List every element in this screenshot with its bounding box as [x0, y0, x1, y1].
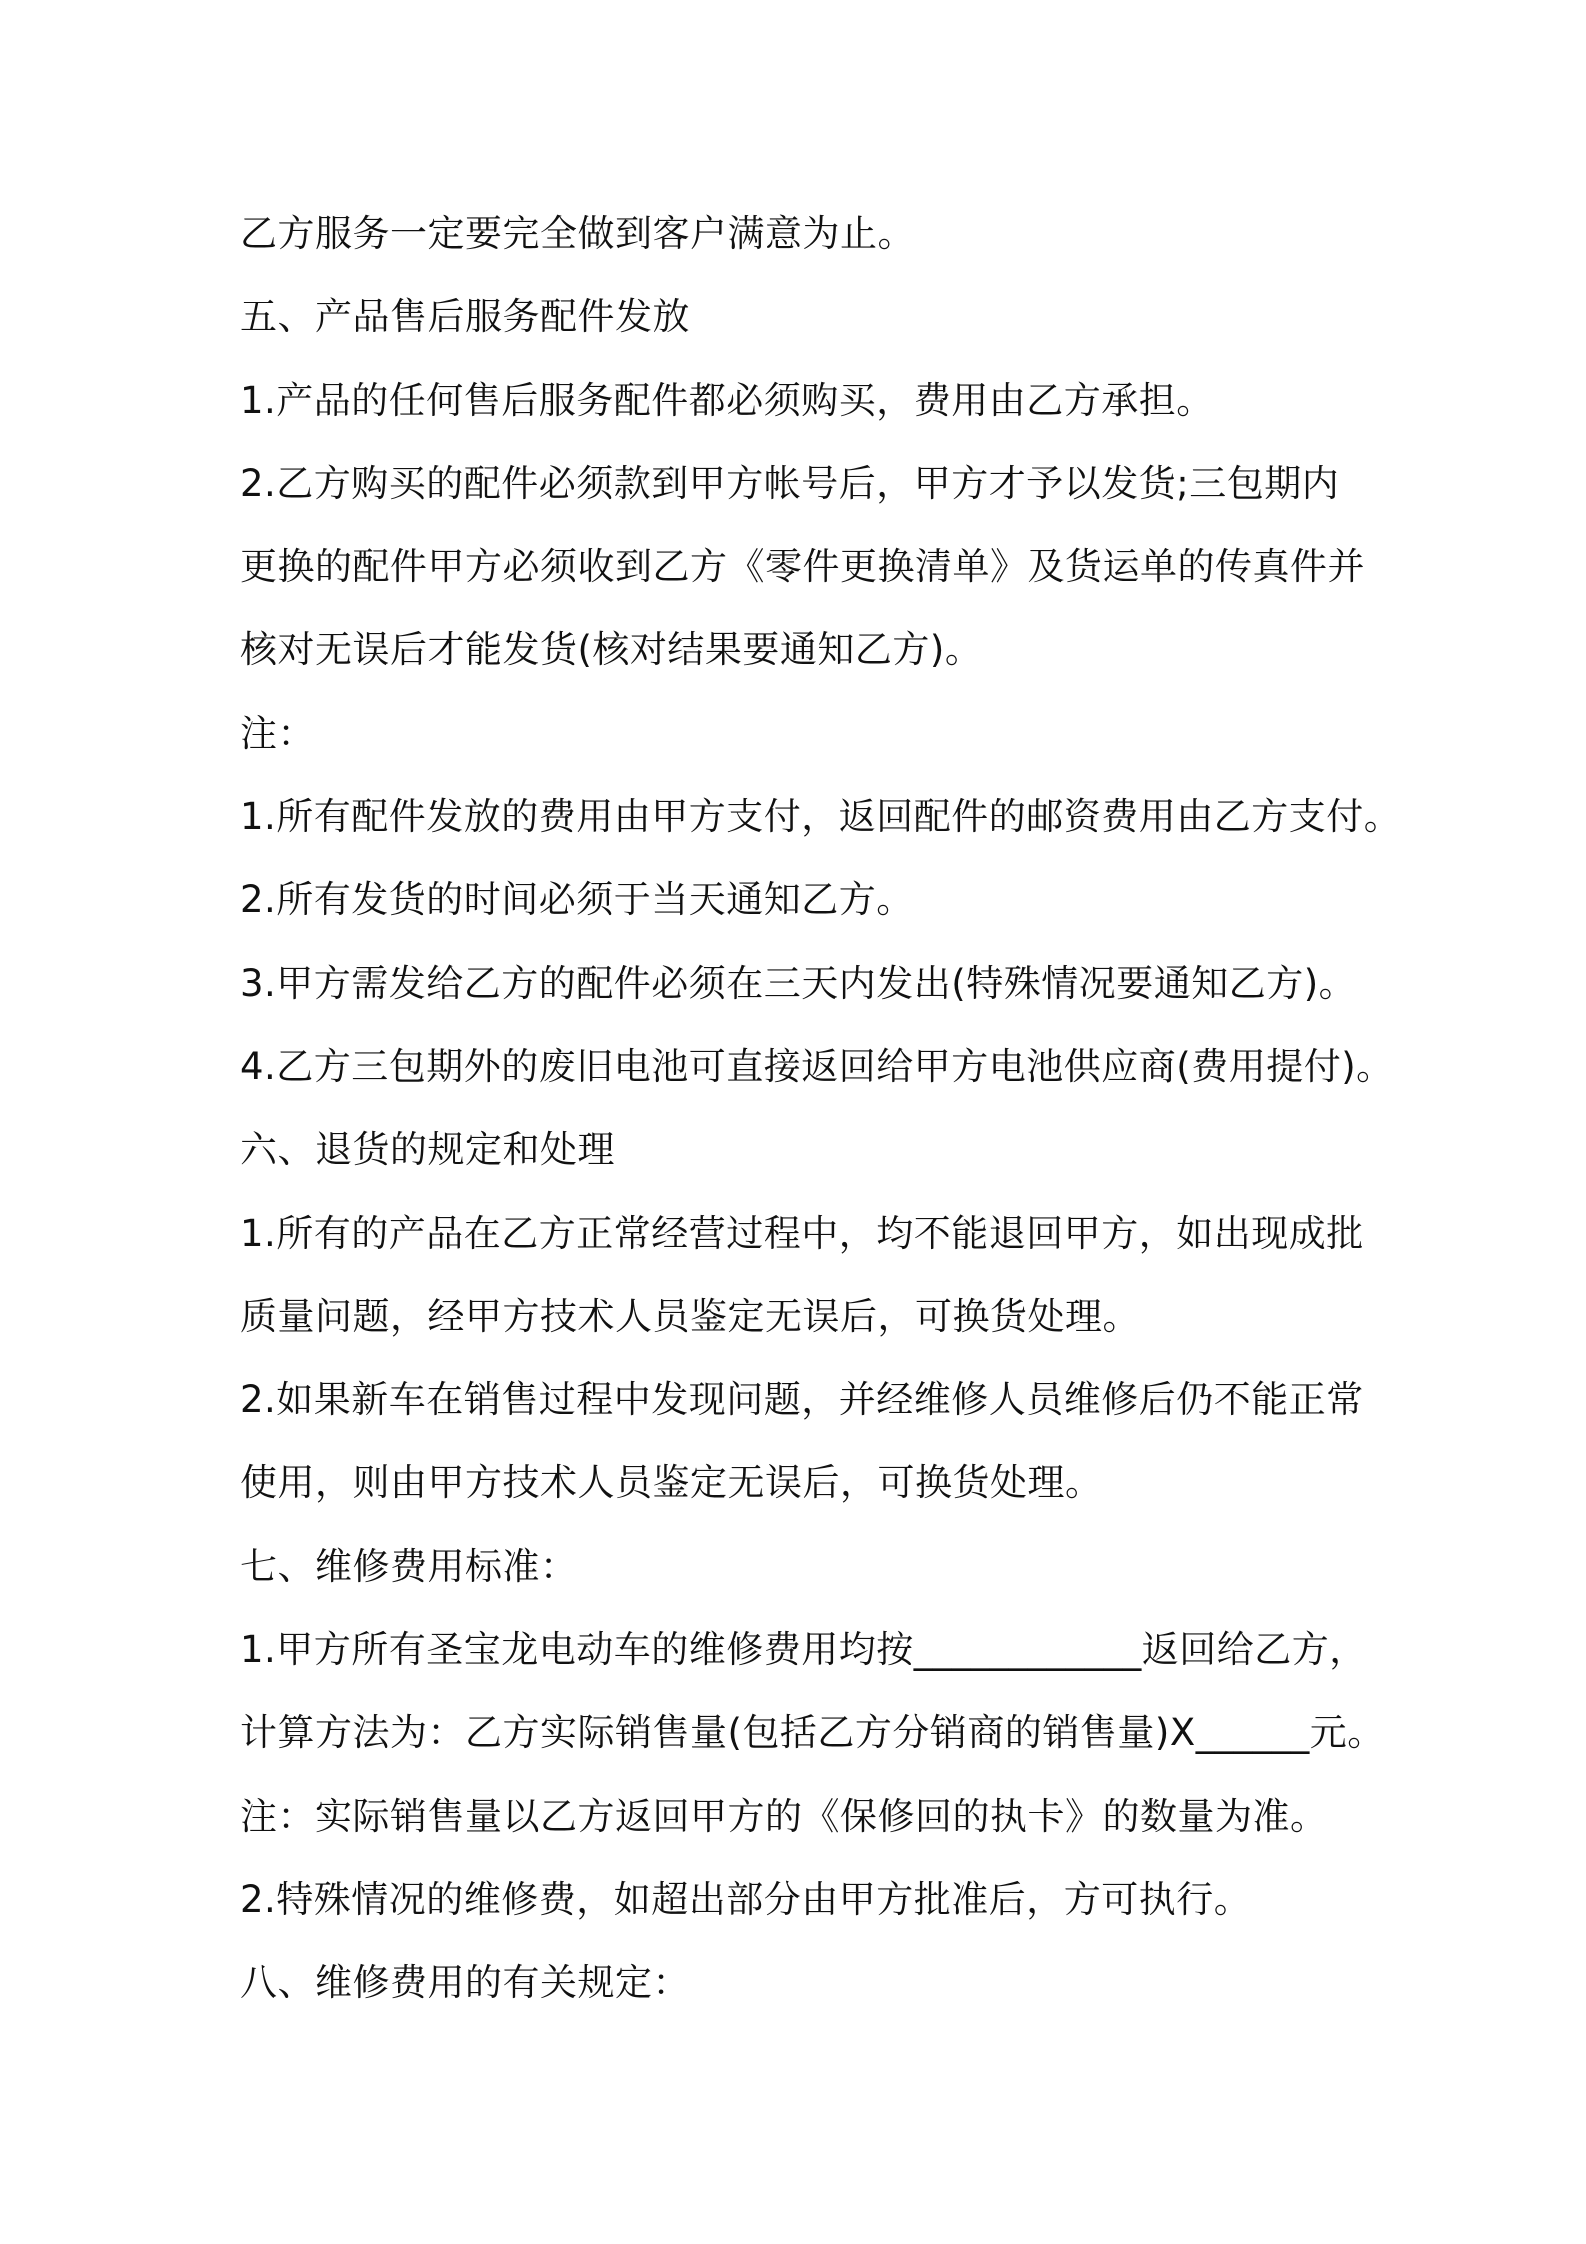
paragraph-line: 2.如果新车在销售过程中发现问题，并经维修人员维修后仍不能正常 [240, 1378, 1364, 1422]
paragraph-line: 使用，则由甲方技术人员鉴定无误后，可换货处理。 [240, 1461, 1103, 1505]
paragraph-line: 2.特殊情况的维修费，如超出部分由甲方批准后，方可执行。 [240, 1877, 1252, 1921]
section-heading: 八、维修费用的有关规定： [240, 1961, 690, 2005]
paragraph-line: 2.乙方购买的配件必须款到甲方帐号后，甲方才予以发货;三包期内 [240, 461, 1340, 505]
paragraph-line: 更换的配件甲方必须收到乙方《零件更换清单》及货运单的传真件并 [240, 545, 1365, 589]
paragraph-line: 1.甲方所有圣宝龙电动车的维修费用均按____________返回给乙方， [240, 1628, 1367, 1672]
section-heading: 七、维修费用标准： [240, 1544, 578, 1588]
note-label: 注： [240, 711, 315, 755]
paragraph-line: 2.所有发货的时间必须于当天通知乙方。 [240, 878, 914, 922]
paragraph-line: 3.甲方需发给乙方的配件必须在三天内发出(特殊情况要通知乙方)。 [240, 961, 1357, 1005]
paragraph-line: 质量问题，经甲方技术人员鉴定无误后，可换货处理。 [240, 1294, 1140, 1338]
section-heading: 六、退货的规定和处理 [240, 1128, 615, 1172]
paragraph-line: 1.所有配件发放的费用由甲方支付，返回配件的邮资费用由乙方支付。 [240, 795, 1402, 839]
paragraph-line: 核对无误后才能发货(核对结果要通知乙方)。 [240, 628, 983, 672]
paragraph-line: 1.所有的产品在乙方正常经营过程中，均不能退回甲方，如出现成批 [240, 1211, 1364, 1255]
section-heading: 五、产品售后服务配件发放 [240, 295, 690, 339]
paragraph-line: 4.乙方三包期外的废旧电池可直接返回给甲方电池供应商(费用提付)。 [240, 1044, 1394, 1088]
paragraph-line: 注：实际销售量以乙方返回甲方的《保修回的执卡》的数量为准。 [240, 1794, 1328, 1838]
document-body [240, 192, 1402, 2025]
paragraph-line: 1.产品的任何售后服务配件都必须购买，费用由乙方承担。 [240, 378, 1214, 422]
paragraph-line: 计算方法为：乙方实际销售量(包括乙方分销商的销售量)X______元。 [240, 1711, 1385, 1755]
paragraph-line: 乙方服务一定要完全做到客户满意为止。 [240, 212, 915, 255]
